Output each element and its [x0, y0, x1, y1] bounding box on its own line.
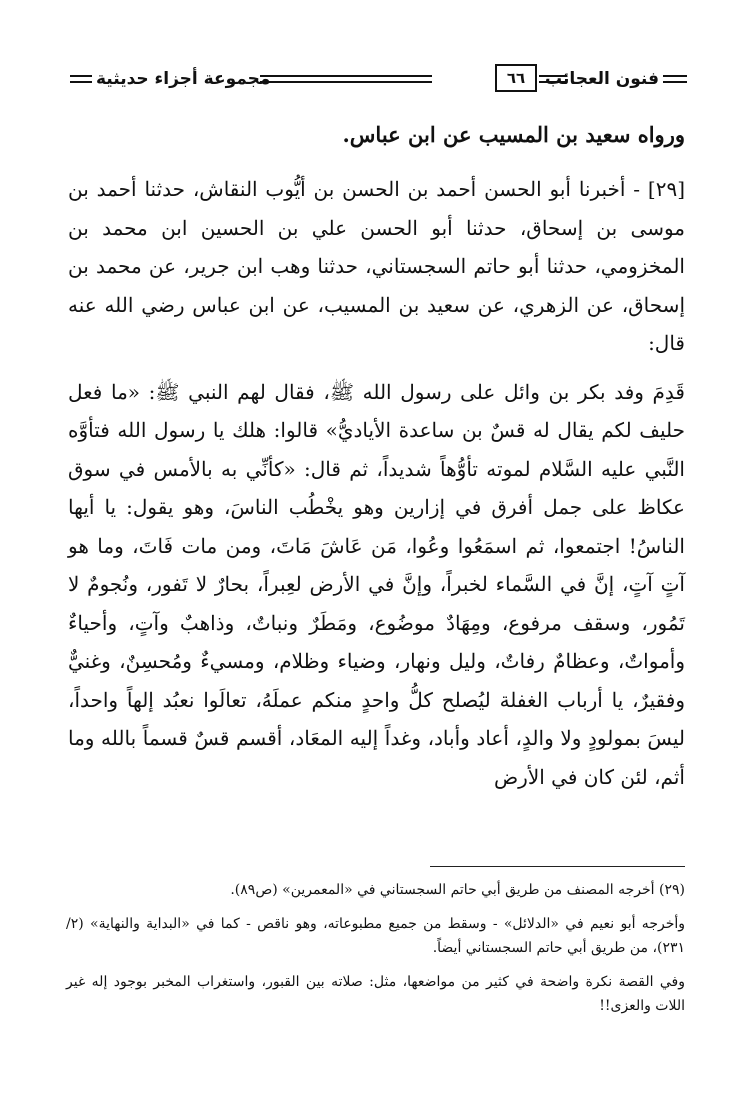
hadith-paragraph: قَدِمَ وفد بكر بن وائل على رسول الله ﷺ، فقال لهم النبي ﷺ: «ما فعل حليف لكم يقال له قسٌ بن ساعدة الأياديُّ» قالوا: هلك يا رسول الله فتأوَّه النَّبي عليه السَّلام لموته تأوُّهاً شديداً، ثم قال: «كأنِّي به بالأمس في سوق عكاظ على جمل أفرق في إزارين وهو يخْطُب الناسَ، وهو يقول: يا أيها الناسُ! اجتمعوا، ثم اسمَعُوا وعُوا، مَن عَاشَ مَاتَ، ومن مات فَاتَ، وما هو آتٍ آتٍ، إنَّ في السَّماء لخبراً، وإنَّ في الأرض لعِبراً، بحارٌ لا تَفور، ونُجومٌ لا تَمُور، وسقف مرفوع، ومِهَادٌ موضُوع، ومَطَرٌ ونباتٌ، وذاهبٌ وآتٍ، وأحياءٌ وأمواتٌ، وعظامٌ رفاتٌ، وليل ونهار، وضياء وظلام، ومسيءٌ ومُحسِنٌ، وغنيٌّ وفقيرٌ، يا أرباب الغفلة ليُصلح كلُّ واحدٍ منكم عملَهُ، تعالَوا نعبُد إلهاً واحداً، ليسَ بمولودٍ ولا والدٍ، أعاد وأباد، وغداً إليه المعَاد، أقسم قسٌ قسماً بالله وما أثم، لئن كان في الأرض — [68, 379, 685, 789]
footnote-remark: وفي القصة نكرة واضحة في كثير من مواضعها، مثل: صلاته بين القبور، واستغراب المخبر بوجود إله غير اللات والعزى!! — [66, 974, 685, 1014]
footnote-separator — [430, 866, 685, 867]
isnad-paragraph: [٢٩] - أخبرنا أبو الحسن أحمد بن الحسن بن أيُّوب النقاش، حدثنا أحمد بن موسى بن إسحاق، حدثنا أبو الحسن علي بن الحسين ابن محمد بن المخزومي، حدثنا أبو حاتم السجستاني، حدثنا وهب ابن جرير، عن محمد بن إسحاق، عن الزهري، عن سعيد بن المسيب، عن ابن عباس رضي الله عنه قال: — [68, 177, 685, 355]
running-header — [70, 60, 687, 100]
page-number: ٦٦ — [495, 64, 537, 92]
header-rule — [663, 75, 687, 83]
main-text — [68, 170, 685, 796]
footnote-source: (٢٩) أخرجه المصنف من طريق أبي حاتم السجستاني في «المعمرين» (ص٨٩). — [230, 882, 685, 898]
header-rule — [260, 75, 432, 83]
footnotes — [66, 878, 685, 1018]
footnote-takhrij: وأخرجه أبو نعيم في «الدلائل» - وسقط من جميع مطبوعاته، وهو ناقص - كما في «البداية والنهاية» (٢/ ٢٣١)، من طريق أبي حاتم السجستاني أيضاً. — [66, 916, 685, 956]
book-title: فنون العجائب — [545, 69, 659, 89]
series-title: مجموعة أجزاء حديثية — [96, 69, 271, 89]
header-rule — [539, 75, 567, 83]
header-rule — [70, 75, 92, 83]
section-heading: ورواه سعيد بن المسيب عن ابن عباس. — [342, 122, 685, 147]
